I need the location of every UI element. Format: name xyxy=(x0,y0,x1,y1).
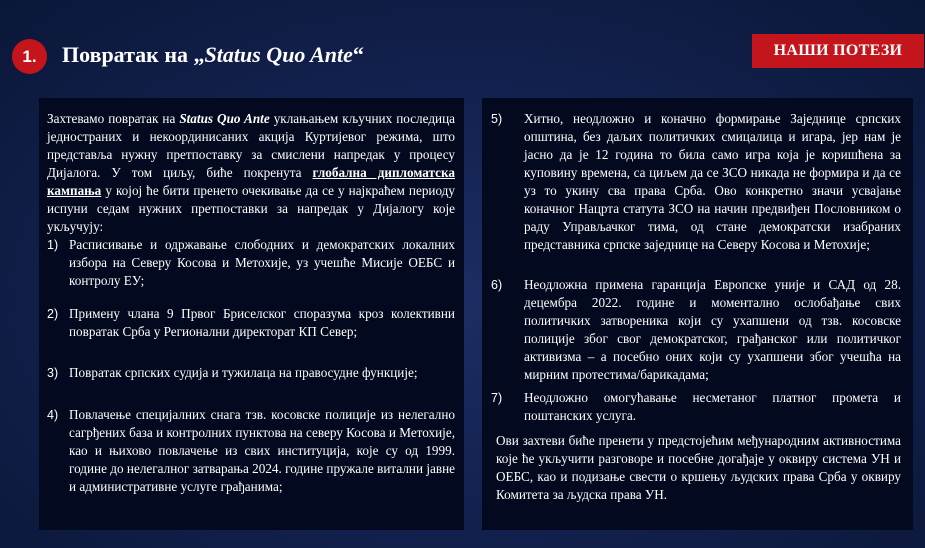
title-prefix: Повратак на „ xyxy=(62,42,205,67)
title-quote: Status Quo Ante xyxy=(204,42,353,67)
item-number: 1) xyxy=(47,238,59,252)
item-text: Расписивање и одржавање слободних и демократских локалних избора на Северу Косова и Метохије, уз учешће Мисије ОЕБС и контролу ЕУ; xyxy=(69,237,455,288)
outro-paragraph: Ови захтеви биће пренети у предстојећим међународним активностима које ће укључити разговоре и посебне догађаје у оквиру система УН и ОЕБС, као и подизање свести о кршењу људских права Срба у оквиру Комитета за људска права УН. xyxy=(496,433,901,502)
item-number: 2) xyxy=(47,307,59,321)
section-number-badge: 1. xyxy=(12,39,47,74)
section-tag: НАШИ ПОТЕЗИ xyxy=(752,34,924,68)
item-text: Повлачење специјалних снага тзв. косовске полиције из нелегално сагрђених база и контролних пунктова на северу Косова и Метохије, као и њихово повлачење из свих институција, које су од 1999. године до нелегалног затварања 2024. године пружале витални јавне и административне услуге грађанима; xyxy=(69,407,455,494)
item-text: Неодложно омогућавање несметаног платног промета и поштанских услуга. xyxy=(524,390,901,423)
item-number: 6) xyxy=(491,278,503,292)
intro-text-1: Захтевамо повратак на xyxy=(47,111,180,126)
item-text: Примену члана 9 Првог Бриселског споразума кроз колективни повратак Срба у Регионални директорат КП Север; xyxy=(69,306,455,339)
intro-paragraph xyxy=(47,110,455,236)
campaign-highlight: глобална дипломатска кампања xyxy=(47,165,456,198)
item-number: 7) xyxy=(491,391,503,405)
item-number: 4) xyxy=(47,408,59,422)
item-number: 5) xyxy=(491,112,503,126)
slide-title xyxy=(62,40,364,70)
item-text: Неодложна примена гаранција Европске уније и САД од 28. децембра 2022. године и моментално ослобађање свих политичких затвореника који су ухапшени од тзв. косовске полиције због свог демократског, грађанског или политичког активизма – а посебно оних који су ухапшени због учешћа на мирним протестима/барикадама; xyxy=(524,277,901,382)
title-suffix: “ xyxy=(352,42,364,67)
item-text: Повратак српских судија и тужилаца на правосудне функције; xyxy=(69,365,418,380)
item-number: 3) xyxy=(47,366,59,380)
status-quo-ante: Status Quo Ante xyxy=(179,111,270,126)
intro-text-2: уклањањем кључних последица једностраних и некоординисаних акција Куртијевог режима, што представља нужну претпоставку за смислени напредак у процесу Дијалога. У том циљу, биће покренута xyxy=(47,111,455,180)
intro-text-3: у којој ће бити пренето очекивање да се у најкраћем периоду испуни седам нужних претпоставки за напредак у Дијалогу које укључују: xyxy=(47,183,455,234)
item-text: Хитно, неодложно и коначно формирање Заједнице српских општина, без даљих политичких смицалица и игара, јер нам је јасно да је 12 година то била само игра која је коришћена за куповину времена, са циљем да се ЗСО никада не формира и да се уз то укину сва права Срба. Ово конкретно значи усвајање коначног Нацрта статута ЗСО на начин предвиђен Пословником о раду Управљачког тима, од стане демократски изабраних представника српске заједнице на Северу Косова и Метохије; xyxy=(524,111,901,252)
